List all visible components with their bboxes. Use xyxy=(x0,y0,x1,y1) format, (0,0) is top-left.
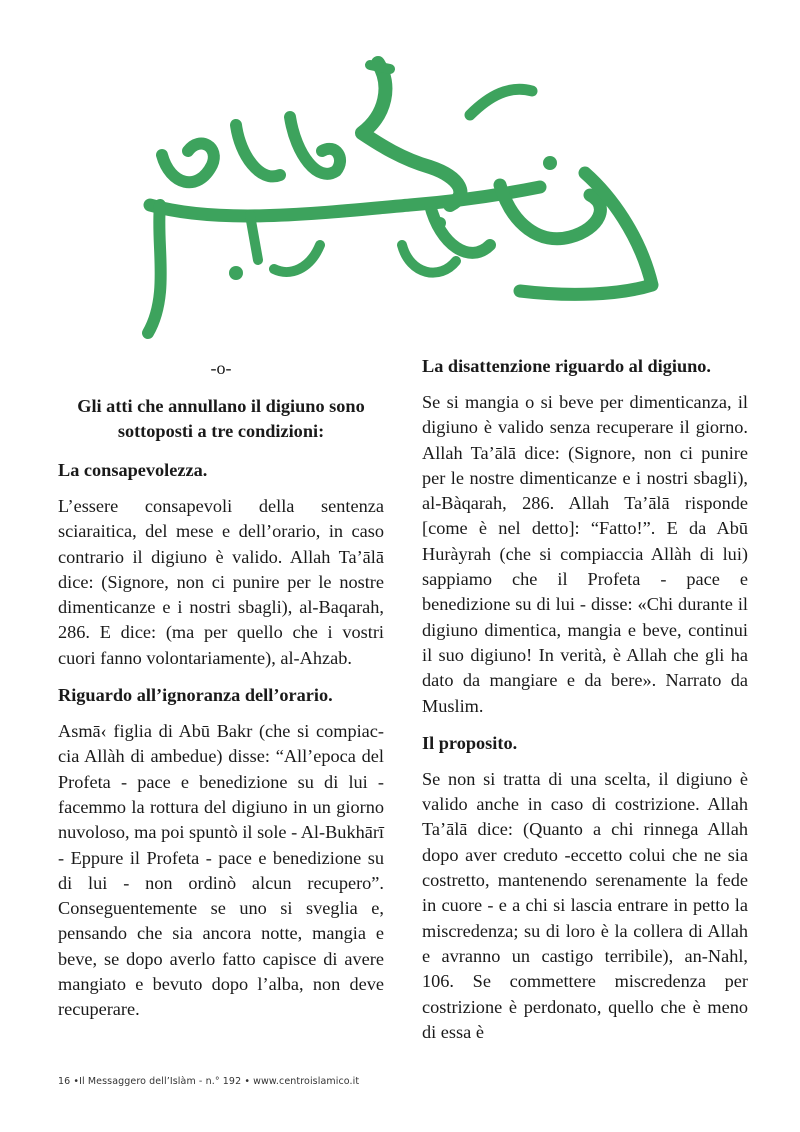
section-body-intention: Se non si tratta di una scelta, il digiuno è valido anche in caso di costrizione. Allah Ta’ālā dice: (Quanto a chi rinnega Allah dopo aver creduto -eccetto colui che ne sia costretto, mantenendo serenamente la fede in cuore - e a chi si lascia entrare in petto la miscredenza; su di loro è la collera di Allah e avranno un castigo terribile), an-Nahl, 106. Se commettere miscredenza per costrizione è perdonato, quello che è meno di essa è xyxy=(422,768,748,1042)
section-body-ignorance-time: Asmā‹ figlia di Abū Bakr (che si compiaccia Allàh di ambedue) disse: “All’epoca del Profeta - pace e benedizione su di lui - facemmo la rottura del digiuno in un giorno nuvoloso, ma poi spuntò il sole - Al-Bukhārī - Eppure il Profeta - pace e benedizione su di lui - non ordinò alcun recupero”. Conseguentemente se uno si sveglia e, pensando che sia ancora notte, mangia e beve, se dopo averlo fatto capisce di avere mangiato e bevuto dopo l’alba, non deve recuperare. xyxy=(58,721,385,1020)
article-body xyxy=(58,352,748,1057)
section-body-inattention: Se si mangia o si beve per dimenticanza, il digiuno è valido senza recuperare il giorno. Allah Ta’ālā dice: (Signore, non ci punire per le nostre dimenticanze e i nostri sbagli), al-Bàqarah, 286. Allah Ta’ālā risponde [come è nel detto]: “Fatto!”. E da Abū Huràyrah (che si compiaccia Allàh di lui) sappiamo che il Profeta - pace e benedizione su di lui - disse: «Chi durante il digiuno dimentica, mangia e beve, continui il suo digiuno! In verità, è Allah che gli ha dato da mangiare e da bere». Narrato da Muslim. xyxy=(422,392,748,716)
section-body-awareness: L’essere consapevoli della sentenza sciaraitica, del mese e dell’orario, in caso contrario il digiuno è valido. Allah Ta’ālā dice: (Signore, non ci punire per le nostre dimenticanze e i nostri sbagli), al-Baqarah, 286. E dice: (ma per quello che i vostri cuori fanno volontariamente), al-Ahzab. xyxy=(58,496,384,668)
section-heading-ignorance-time: Riguardo all’ignoranza dell’orario. xyxy=(58,685,333,706)
section-heading-intention: Il proposito. xyxy=(422,732,518,753)
intro-heading: Gli atti che annullano il digiuno sono sottoposti a tre condizioni: xyxy=(77,396,365,441)
page-footer: 16 •Il Messaggero dell’Islàm - n.° 192 • www.centroislamico.it xyxy=(58,1076,360,1087)
separator: -o- xyxy=(210,358,232,378)
section-heading-inattention: La disattenzione riguardo al digiuno. xyxy=(422,356,711,376)
calligraphy-graphic xyxy=(140,55,660,340)
left-column xyxy=(58,352,384,1057)
ramadan-kareem-calligraphy xyxy=(140,55,660,340)
section-heading-awareness: La consapevolezza. xyxy=(58,460,208,480)
right-column xyxy=(422,352,748,1057)
